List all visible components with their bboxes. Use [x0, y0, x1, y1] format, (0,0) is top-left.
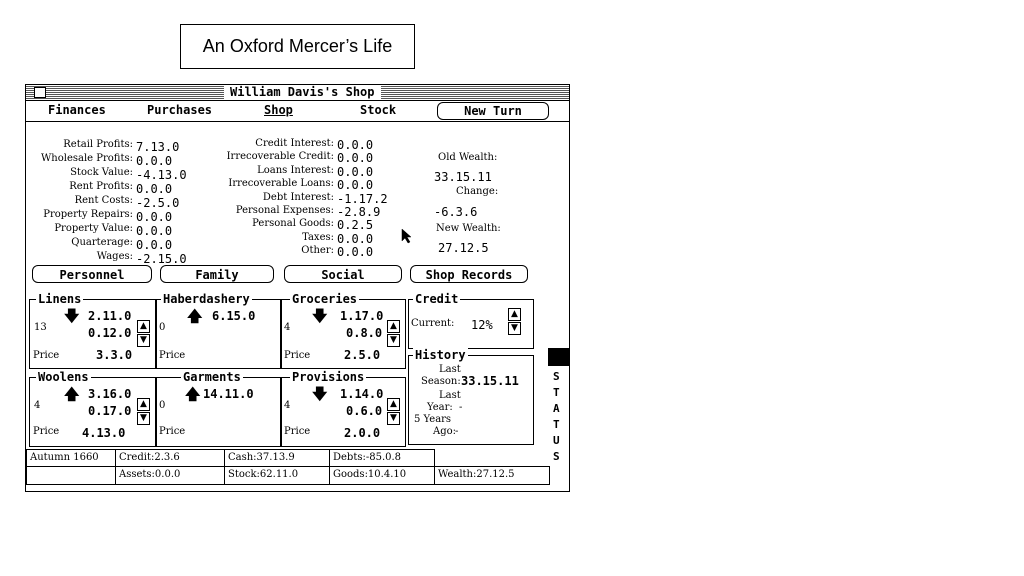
linens-panel	[29, 292, 156, 369]
history-ago-value: -	[455, 426, 459, 437]
profit-label: Wages:	[96, 251, 133, 262]
provisions-title: Provisions	[292, 370, 365, 384]
credit-label: Loans Interest:	[257, 164, 334, 176]
footer-empty-cell	[26, 466, 116, 485]
footer-goods: Goods:10.4.10	[329, 466, 435, 485]
credit-value: -2.8.9	[337, 205, 381, 220]
credits-labels	[206, 137, 334, 258]
footer-assets: Assets:0.0.0	[115, 466, 225, 485]
personnel-button[interactable]: Personnel	[32, 265, 152, 283]
change-label: Change:	[456, 186, 499, 197]
status-letter: A	[553, 402, 560, 415]
credit-value: -1.17.2	[337, 191, 388, 206]
credit-value: 0.0.0	[337, 178, 374, 193]
close-box-icon[interactable]	[34, 87, 46, 98]
footer-cash: Cash:37.13.9	[224, 449, 330, 467]
linens-value-1: 2.11.0	[88, 309, 132, 323]
woolens-value-1: 3.16.0	[88, 387, 132, 401]
menu-purchases[interactable]: Purchases	[147, 103, 213, 117]
provisions-price-label: Price	[284, 426, 311, 437]
footer-debts: Debts:-85.0.8	[329, 449, 435, 467]
haberdashery-count: 0	[159, 322, 166, 333]
profit-value: -2.15.0	[136, 252, 187, 266]
credit-up-icon[interactable]: ▲	[508, 308, 521, 321]
haberdashery-panel	[156, 292, 281, 369]
footer-season: Autumn 1660	[26, 449, 116, 467]
haberdashery-value-1: 6.15.0	[212, 309, 256, 323]
profit-value: 0.0.0	[136, 182, 173, 196]
history-last2-label: Last	[439, 390, 461, 401]
provisions-down-icon[interactable]: ▼	[387, 412, 400, 425]
haberdashery-title: Haberdashery	[163, 292, 250, 306]
credit-label: Credit Interest:	[255, 138, 334, 149]
new-wealth-value: 27.12.5	[438, 241, 489, 255]
woolens-price: 4.13.0	[82, 426, 126, 440]
credit-value: 0.2.5	[337, 218, 374, 233]
history-season-value: 33.15.11	[461, 374, 519, 388]
groceries-down-icon[interactable]: ▼	[387, 334, 400, 347]
family-button[interactable]: Family	[160, 265, 274, 283]
profit-value: 0.0.0	[136, 224, 173, 238]
footer-credit: Credit:2.3.6	[115, 449, 225, 467]
groceries-price: 2.5.0	[344, 348, 381, 362]
haberdashery-price-label: Price	[159, 350, 186, 361]
menu-shop[interactable]: Shop	[264, 103, 293, 117]
garments-panel	[156, 370, 281, 447]
up-arrow-icon: 🡅	[185, 385, 201, 403]
window-title: William Davis's Shop	[224, 85, 381, 100]
social-button[interactable]: Social	[284, 265, 402, 283]
old-wealth-value: 33.15.11	[434, 170, 492, 184]
credit-label: Debt Interest:	[262, 191, 334, 203]
profit-value: 0.0.0	[136, 210, 173, 224]
status-bar-block	[548, 348, 570, 366]
profit-value: 0.0.0	[136, 154, 173, 168]
down-arrow-icon: 🡇	[312, 385, 328, 403]
provisions-up-icon[interactable]: ▲	[387, 398, 400, 411]
credit-label: Irrecoverable Credit:	[226, 151, 334, 163]
history-panel	[408, 348, 534, 445]
credit-value: 0.0.0	[337, 245, 374, 260]
new-turn-button[interactable]: New Turn	[437, 102, 549, 120]
credit-panel	[408, 292, 534, 349]
old-wealth-label: Old Wealth:	[438, 152, 498, 163]
up-arrow-icon: 🡅	[187, 307, 203, 325]
garments-count: 0	[159, 400, 166, 411]
provisions-count: 4	[284, 400, 291, 411]
groceries-title: Groceries	[292, 292, 358, 306]
groceries-panel	[281, 292, 406, 369]
groceries-price-label: Price	[284, 350, 311, 361]
groceries-value-2: 0.8.0	[346, 326, 383, 340]
profit-value: -2.5.0	[136, 196, 180, 210]
credit-value: 0.0.0	[337, 138, 374, 152]
garments-title: Garments	[183, 370, 241, 384]
woolens-down-icon[interactable]: ▼	[137, 412, 150, 425]
history-title: History	[415, 348, 466, 362]
credit-value: 0.0.0	[337, 231, 374, 246]
credit-current-value: 12%	[471, 318, 493, 332]
new-wealth-label: New Wealth:	[436, 223, 501, 234]
credit-label: Irrecoverable Loans:	[228, 178, 334, 190]
credit-value: 0.0.0	[337, 164, 374, 179]
title-bar[interactable]	[26, 85, 569, 101]
credit-current-label: Current:	[411, 318, 455, 329]
provisions-price: 2.0.0	[344, 426, 381, 440]
history-ago-label: Ago:	[433, 426, 457, 437]
status-letter: T	[553, 418, 560, 431]
profit-label: Rent Costs:	[74, 195, 133, 206]
profits-values	[136, 140, 196, 266]
status-letter: U	[553, 434, 560, 447]
history-season-label: Season:	[421, 376, 461, 387]
credit-label: Personal Expenses:	[235, 205, 334, 217]
up-arrow-icon: 🡅	[64, 385, 80, 403]
profit-label: Property Repairs:	[43, 209, 133, 220]
linens-up-icon[interactable]: ▲	[137, 320, 150, 333]
garments-value-1: 14.11.0	[203, 387, 254, 401]
history-year-value: -	[459, 402, 463, 413]
linens-price: 3.3.0	[96, 348, 133, 362]
profit-label: Retail Profits:	[63, 139, 133, 150]
groceries-value-1: 1.17.0	[340, 309, 384, 323]
caption-box	[180, 24, 415, 69]
groceries-up-icon[interactable]: ▲	[387, 320, 400, 333]
history-five-years-label: 5 Years	[414, 414, 452, 425]
credit-down-icon[interactable]: ▼	[508, 322, 521, 335]
credit-title: Credit	[415, 292, 459, 306]
credit-value: 0.0.0	[337, 151, 374, 166]
footer-wealth: Wealth:27.12.5	[434, 466, 550, 485]
linens-price-label: Price	[33, 350, 60, 361]
footer-stock: Stock:62.11.0	[224, 466, 330, 485]
history-last-label: Last	[439, 364, 461, 375]
woolens-title: Woolens	[38, 370, 89, 384]
provisions-value-2: 0.6.0	[346, 404, 383, 418]
woolens-up-icon[interactable]: ▲	[137, 398, 150, 411]
provisions-panel	[281, 370, 406, 447]
linens-title: Linens	[38, 292, 82, 306]
down-arrow-icon: 🡇	[312, 307, 328, 325]
profit-value: 0.0.0	[136, 238, 173, 252]
menu-stock[interactable]: Stock	[360, 103, 397, 117]
status-letter: S	[553, 370, 560, 383]
profit-label: Rent Profits:	[69, 181, 133, 192]
woolens-value-2: 0.17.0	[88, 404, 132, 418]
provisions-value-1: 1.14.0	[340, 387, 384, 401]
profit-label: Quarterage:	[71, 237, 133, 248]
credits-values	[337, 139, 399, 260]
profit-label: Property Value:	[54, 223, 133, 234]
status-letter: S	[553, 450, 560, 463]
down-arrow-icon: 🡇	[64, 307, 80, 325]
profit-value: -4.13.0	[136, 168, 187, 182]
shop-window	[25, 84, 570, 492]
credit-label: Other:	[301, 245, 334, 257]
profit-label: Wholesale Profits:	[41, 153, 133, 164]
linens-down-icon[interactable]: ▼	[137, 334, 150, 347]
caption-text: An Oxford Mercer’s Life	[202, 36, 393, 56]
linens-value-2: 0.12.0	[88, 326, 132, 340]
profit-value: 7.13.0	[136, 140, 180, 154]
profits-labels	[28, 138, 133, 264]
status-letter: T	[553, 386, 560, 399]
history-year-label: Year:	[427, 402, 453, 413]
garments-price-label: Price	[159, 426, 186, 437]
linens-count: 13	[34, 322, 47, 333]
woolens-price-label: Price	[33, 426, 60, 437]
credit-label: Taxes:	[302, 231, 334, 243]
woolens-count: 4	[34, 400, 41, 411]
groceries-count: 4	[284, 322, 291, 333]
mouse-pointer-icon	[401, 228, 413, 244]
change-value: -6.3.6	[434, 205, 478, 219]
credit-label: Personal Goods:	[252, 218, 334, 230]
menu-finances[interactable]: Finances	[48, 103, 106, 117]
woolens-panel	[29, 370, 156, 447]
menu-bar	[26, 101, 569, 122]
profit-label: Stock Value:	[70, 167, 133, 178]
shop-records-button[interactable]: Shop Records	[410, 265, 528, 283]
